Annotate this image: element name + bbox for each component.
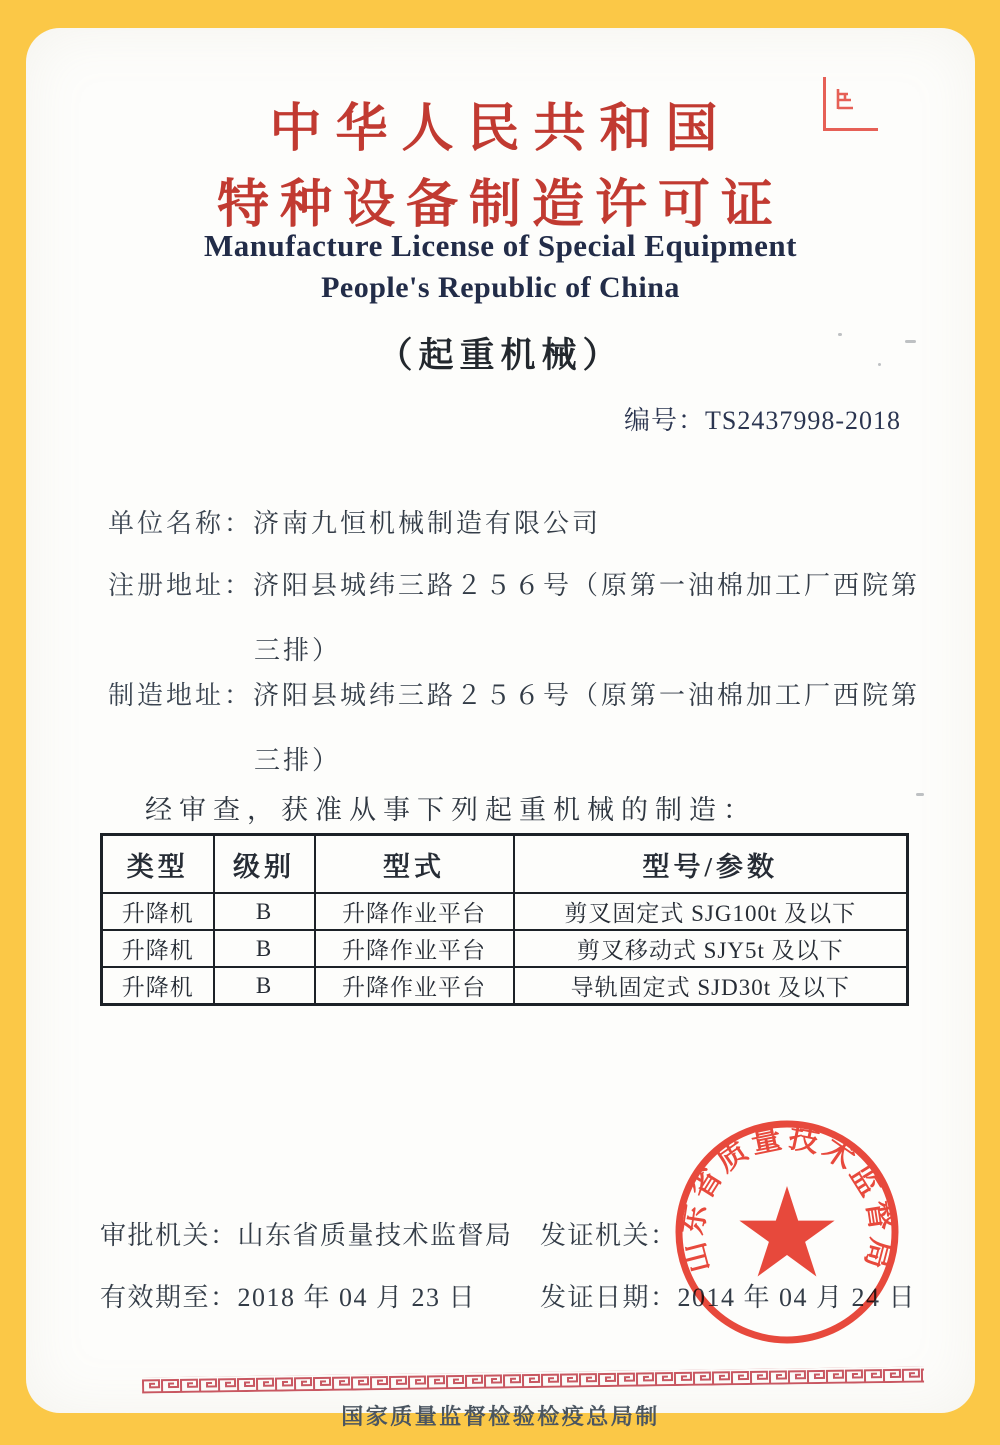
valid-label: 有效期至： [100, 1283, 238, 1312]
col-header-form: 型式 [315, 835, 514, 894]
star-icon [739, 1186, 834, 1277]
certificate-page [26, 28, 975, 1429]
serial-number [624, 400, 901, 437]
field-company-name [108, 503, 601, 540]
table-header-row [102, 835, 908, 894]
field-label: 注册地址： [108, 571, 254, 600]
license-table [100, 833, 909, 1006]
field-value: 济南九恒机械制造有限公司 [253, 509, 602, 538]
table-intro: 经审查，获准从事下列起重机械的制造： [145, 795, 757, 825]
meander-border [142, 1367, 924, 1394]
approve-label: 审批机关： [100, 1221, 238, 1250]
field-label: 单位名称： [108, 509, 254, 538]
scan-speck [916, 793, 924, 796]
col-header-model: 型号/参数 [514, 835, 908, 894]
cell-form: 升降作业平台 [315, 967, 514, 1005]
field-registered-address-wrap: 三排） [254, 636, 342, 665]
cell-type: 升降机 [102, 967, 214, 1005]
col-header-type: 类型 [102, 835, 214, 894]
cell-model: 导轨固定式 SJD30t 及以下 [514, 967, 908, 1005]
field-manufacture-address [108, 675, 920, 712]
cell-form: 升降作业平台 [315, 893, 514, 930]
issuing-body-note: 国家质量监督检验检疫总局制 [341, 1404, 660, 1429]
issue-date-value: 2014 年 04 月 24 日 [677, 1283, 917, 1312]
field-registered-address [108, 565, 920, 602]
serial-value: TS2437998-2018 [705, 406, 902, 435]
cell-model: 剪叉固定式 SJG100t 及以下 [514, 893, 908, 930]
cell-type: 升降机 [102, 930, 214, 967]
approve-authority [100, 1215, 513, 1252]
table-row [102, 967, 908, 1005]
title-cn-line2: 特种设备制造许可证 [216, 177, 784, 234]
cell-grade: B [214, 967, 315, 1005]
equipment-category: （起重机械） [377, 336, 624, 375]
table-row [102, 930, 908, 967]
col-header-grade: 级别 [214, 835, 315, 894]
issue-date-label: 发证日期： [540, 1283, 678, 1312]
valid-until [100, 1277, 476, 1314]
cell-grade: B [214, 893, 315, 930]
seal-text: 山东省质量技术监督局 [675, 1120, 899, 1276]
field-value: 济阳县城纬三路２５６号（原第一油棉加工厂西院第 [253, 681, 921, 710]
cell-model: 剪叉移动式 SJY5t 及以下 [514, 930, 908, 967]
cell-form: 升降作业平台 [315, 930, 514, 967]
issue-org-label: 发证机关： [540, 1221, 678, 1250]
table-row [102, 893, 908, 930]
approve-value: 山东省质量技术监督局 [237, 1221, 513, 1250]
cell-grade: B [214, 930, 315, 967]
serial-label: 编号： [624, 406, 706, 435]
title-cn-line1: 中华人民共和国 [269, 101, 732, 158]
field-value: 济阳县城纬三路２５６号（原第一油棉加工厂西院第 [253, 571, 921, 600]
official-seal [662, 1107, 912, 1357]
title-en-line1: Manufacture License of Special Equipment [204, 228, 797, 263]
cell-type: 升降机 [102, 893, 214, 930]
field-label: 制造地址： [108, 681, 254, 710]
field-manufacture-address-wrap: 三排） [254, 746, 342, 775]
title-en-line2: People's Republic of China [321, 271, 680, 304]
issue-authority [540, 1215, 678, 1252]
valid-value: 2018 年 04 月 23 日 [237, 1283, 477, 1312]
